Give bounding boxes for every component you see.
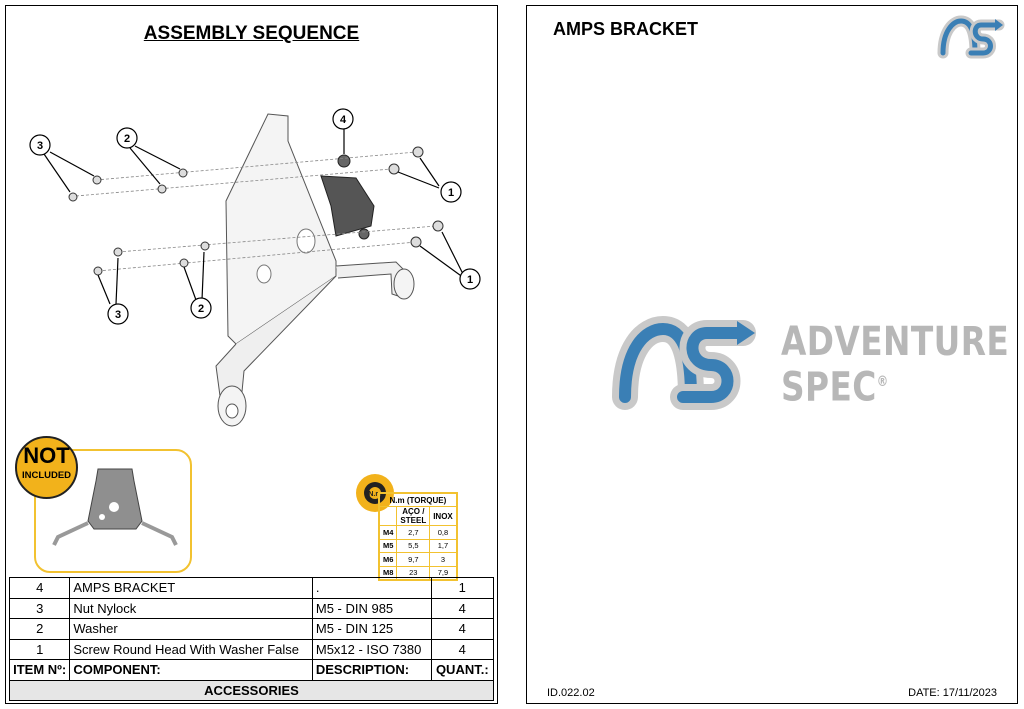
exploded-assembly-drawing [6, 66, 499, 436]
as-logo-small [937, 13, 1009, 65]
callout-2-top: 2 [123, 133, 131, 145]
document-date: DATE: 17/11/2023 [908, 687, 997, 699]
bom-header-row: ITEM Nº: COMPONENT: DESCRIPTION: QUANT.: [10, 660, 494, 681]
callout-3-top: 3 [36, 140, 44, 152]
torque-title: N.m (TORQUE) [379, 493, 457, 507]
bom-row: 1 Screw Round Head With Washer False M5x12 - ISO 7380 4 [10, 639, 494, 660]
bom-row: 2 Washer M5 - DIN 125 4 [10, 619, 494, 640]
brand-line-2: SPEC® [781, 364, 889, 411]
torque-row: M5 5,5 1,7 [379, 539, 457, 553]
bom-footer-row: ACCESSORIES [10, 680, 494, 701]
callout-4: 4 [339, 114, 347, 126]
product-title: AMPS BRACKET [553, 19, 699, 39]
torque-row: M4 2,7 0,8 [379, 526, 457, 540]
document-id: ID.022.02 [547, 687, 595, 699]
callout-2-bottom: 2 [197, 303, 205, 315]
registered-mark: ® [876, 374, 889, 390]
callout-1-bottom: 1 [466, 274, 474, 286]
assembly-sheet [5, 5, 498, 704]
assembly-title: ASSEMBLY SEQUENCE [143, 23, 360, 44]
not-included-badge: NOT INCLUDED [15, 436, 78, 499]
torque-row: M8 23 7,9 [379, 566, 457, 580]
as-logo-large [611, 309, 771, 419]
torque-col-steel: AÇO / STEEL [397, 507, 430, 526]
torque-row: M6 9,7 3 [379, 553, 457, 567]
brand-wordmark [781, 319, 1024, 411]
bom-row: 3 Nut Nylock M5 - DIN 985 4 [10, 598, 494, 619]
torque-table [378, 492, 458, 581]
product-sheet [526, 5, 1018, 704]
gear-label: N.m [368, 491, 382, 498]
brand-line-1: ADVENTURE [781, 319, 1010, 365]
callout-3-bottom: 3 [114, 309, 122, 321]
callout-1-top: 1 [447, 187, 455, 199]
torque-col-inox: INOX [430, 507, 457, 526]
bill-of-materials-table [9, 577, 494, 701]
bom-row: 4 AMPS BRACKET . 1 [10, 578, 494, 599]
